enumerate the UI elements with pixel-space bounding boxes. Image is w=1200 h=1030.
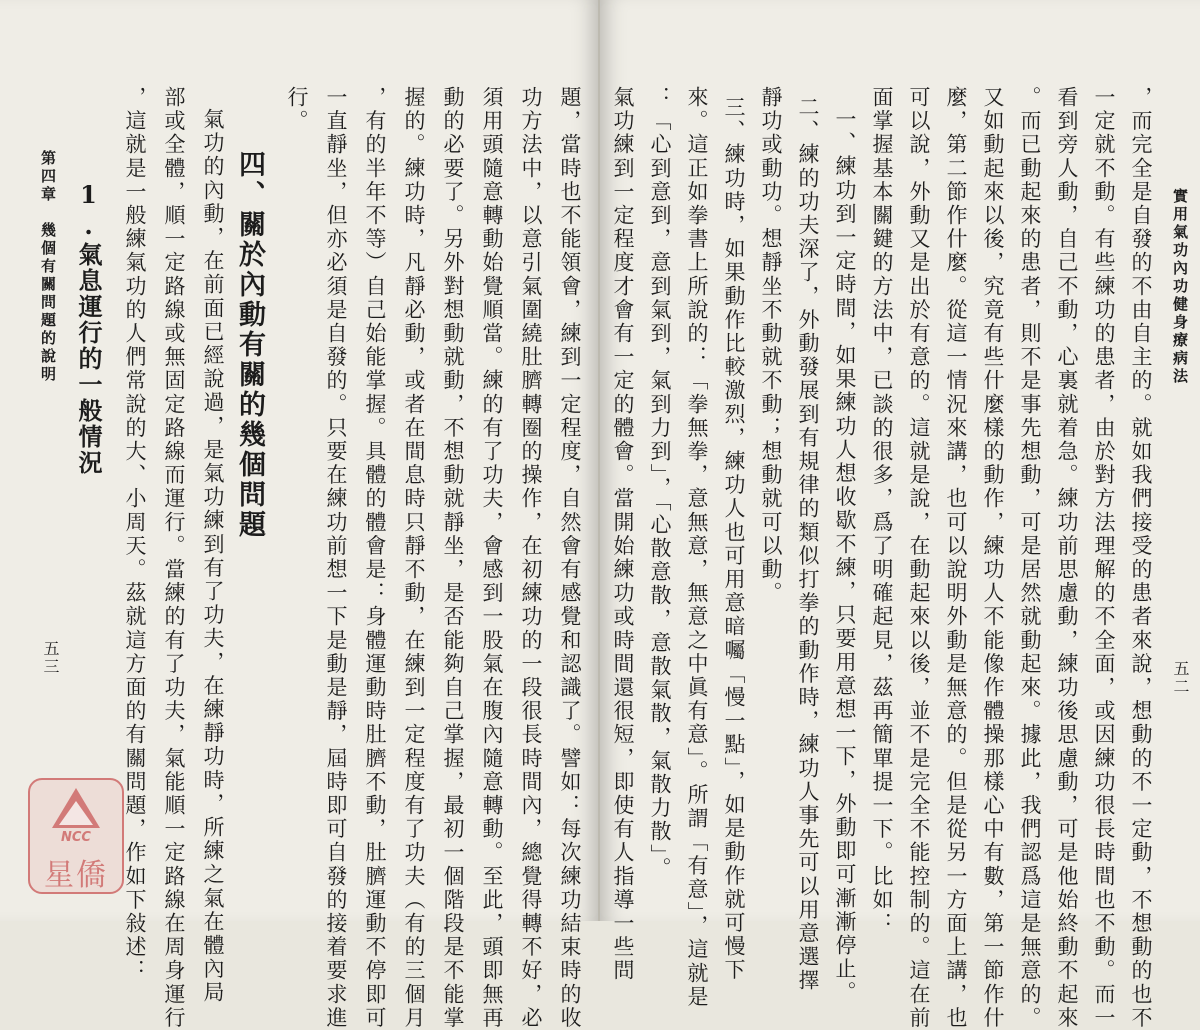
- section-subheading: 1.氣息運行的一般情況: [74, 180, 103, 476]
- left-body-line: 須用頭隨意轉動始覺順當。練的有了功夫，會感到一股氣在腹內隨意轉動。至此，頭即無再: [480, 86, 504, 1030]
- left-page-number: 五三: [41, 640, 60, 676]
- right-body-line: 看到旁人動，自己不動，心裏就着急。練功前思慮動，練功後思慮動，可是他始終動不起來: [1055, 86, 1079, 1030]
- left-body-line: ，有的半年不等）自己始能掌握。具體的體會是：身體運動時肚臍不動，肚臍運動不停即可: [363, 86, 387, 1030]
- ncc-watermark-stamp: [28, 778, 124, 894]
- left-body-line: 動的必要了。另外對想動就動，不想動就靜坐，是否能夠自己掌握，最初一個階段是不能掌: [441, 86, 465, 1030]
- right-running-head: 實用氣功內功健身療病法: [1171, 188, 1189, 386]
- right-body-line: 又如動起來以後，究竟有些什麼樣的動作，練功人不能像作體操那樣心中有數，第一節作什: [981, 86, 1005, 1030]
- right-body-line: 一定就不動。有些練功的患者，由於對方法理解的不全面，或因練功很長時間也不動。而一: [1092, 86, 1116, 1030]
- left-body-line: 題，當時也不能領會，練到一定程度，自然會有感覺和認識了。譬如：每次練功結束時的收: [558, 86, 582, 1030]
- stamp-cjk-text: 星僑: [44, 858, 108, 893]
- right-body-line: 可以說，外動又是出於有意的。這就是說，在動起來以後，並不是完全不能控制的。這在前: [907, 86, 931, 1030]
- right-body-line: 靜功或動功。想靜坐不動就不動；想動就可以動。: [759, 86, 783, 606]
- left-page: [0, 0, 598, 1030]
- right-body-line: 來。這正如拳書上所說的：「拳無拳，意無意，無意之中眞有意」。所謂「有意」，這就是: [685, 86, 709, 1009]
- left-body-line: ，這就是一般練氣功的人們常說的大、小周天。茲就這方面的有關問題，作如下敍述：: [123, 86, 147, 983]
- left-body-line: 部或全體，順一定路線或無固定路線而運行。當練的有了功夫，氣能順一定路線在周身運行: [162, 86, 186, 1030]
- right-body-line: 三、練功時，如果動作比較激烈，練功人也可用意暗囑「慢一點」，如是動作就可慢下: [722, 96, 746, 983]
- stamp-latin-text: NCC: [61, 830, 91, 845]
- left-body-line: 行。: [285, 86, 309, 134]
- section-heading: 四、關於內動有關的幾個問題: [234, 150, 265, 540]
- right-body-line: 氣功練到一定程度才會有一定的體會。當開始練功或時間還很短，即使有人指導一些問: [611, 86, 635, 983]
- left-body-line: 握的。練功時，凡靜必動，或者在間息時只靜不動，在練到一定程度有了功夫（有的三個月: [402, 86, 426, 1030]
- right-body-line: 二、練的功夫深了，外動發展到有規律的類似打拳的動作時，練功人事先可以用意選擇: [796, 96, 820, 993]
- right-body-line: 麼，第二節作什麼。從這一情況來講，也可以說明外動是無意的。但是從另一方面上講，也: [944, 86, 968, 1030]
- right-body-line: 。而已動起來的患者，則不是事先想動，可是居然就動起來。據此，我們認爲這是無意的。: [1018, 86, 1042, 1030]
- left-body-line: 一直靜坐，但亦必須是自發的。只要在練功前想一下是動是靜，屆時即可自發的接着要求進: [324, 86, 348, 1030]
- right-page-number: 五二: [1171, 660, 1190, 696]
- right-body-line: ：「心到意到，意到氣到，氣到力到」，「心散意散，意散氣散，氣散力散」。: [648, 86, 672, 881]
- left-body-line: 功方法中，以意引氣圍繞肚臍轉圈的操作，在初練功的一段很長時間內，總覺得轉不好，必: [519, 86, 543, 1030]
- left-running-head: 第四章 幾個有關問題的說明: [39, 150, 57, 384]
- right-body-line: 一、練功到一定時間，如果練功人想收歇不練，只要用意想一下，外動即可漸漸停止。: [833, 108, 857, 1005]
- right-body-line: ，而完全是自發的不由自主的。就如我們接受的患者來說，想動的不一定動，不想動的也不: [1129, 86, 1153, 1030]
- right-page: [600, 0, 1200, 1030]
- left-body-line: 氣功的內動，在前面已經說過，是氣功練到有了功夫，在練靜功時，所練之氣在體內局: [201, 108, 225, 1005]
- right-body-line: 面掌握基本關鍵的方法中，已談的很多，爲了明確起見，茲再簡單提一下。比如：: [870, 86, 894, 936]
